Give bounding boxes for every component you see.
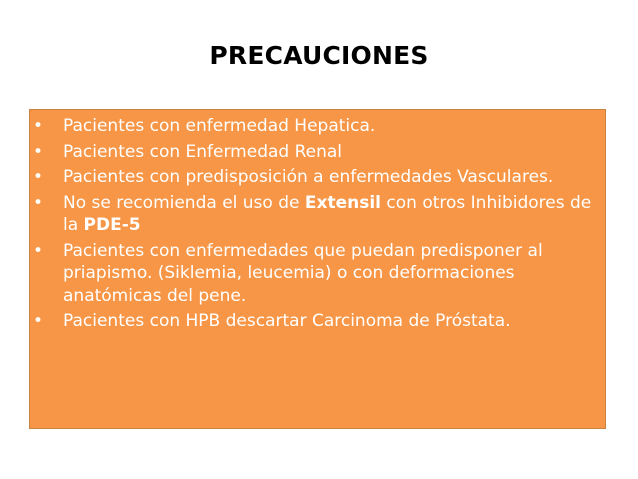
precautions-box [29, 109, 606, 429]
bullet-icon: • [32, 116, 44, 136]
list-item [30, 115, 607, 138]
list-item [30, 310, 607, 333]
bullet-icon: • [32, 141, 44, 162]
bullet-icon: • [32, 192, 44, 213]
bullet-text: Pacientes con Enfermedad Renal [63, 141, 343, 162]
inhibitor-name: PDE-5 [83, 215, 141, 235]
bullet-icon: • [32, 311, 44, 331]
list-item [30, 166, 607, 189]
bullet-text: Pacientes con enfermedades que puedan predisponer al priapismo. (Siklemia, leucemia) o con deformaciones anatómicas del pene. [63, 240, 543, 306]
list-item [30, 240, 607, 308]
drug-name: Extensil [304, 192, 381, 213]
list-item [30, 141, 607, 164]
bullet-icon: • [32, 240, 44, 261]
bullet-text: Pacientes con predisposición a enfermedades Vasculares. [63, 167, 554, 187]
bullet-text-part: con otros Inhibidores de la [63, 192, 592, 235]
bullet-text: Pacientes con enfermedad Hepatica. [63, 116, 376, 136]
bullet-text-part: No se recomienda el uso de [63, 192, 305, 213]
list-item [30, 192, 607, 237]
slide-title: PRECAUCIONES [209, 41, 429, 70]
precautions-list [30, 115, 607, 336]
bullet-text: Pacientes con HPB descartar Carcinoma de Próstata. [63, 311, 511, 331]
bullet-icon: • [32, 167, 44, 187]
